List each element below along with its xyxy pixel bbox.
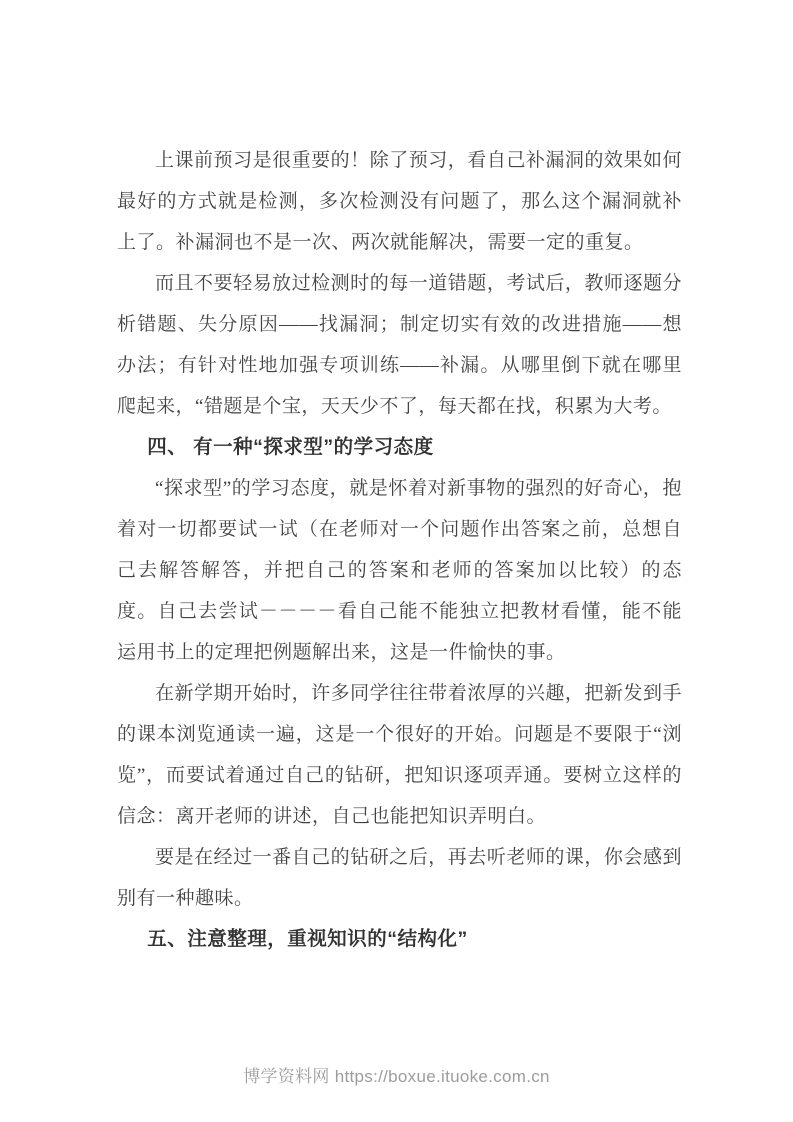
section-heading-five: 五、注意整理，重视知识的“结构化” [147, 928, 468, 950]
paragraph: 要是在经过一番自己的钻研之后，再去听老师的课，你会感到别有一种趣味。 [117, 847, 682, 909]
footer-url: https://boxue.ituoke.com.cn [334, 1067, 550, 1086]
page-footer [0, 1064, 793, 1090]
footer-site-name: 博学资料网 [243, 1067, 330, 1086]
paragraph: “探求型”的学习态度，就是怀着对新事物的强烈的好奇心，抱着对一切都要试一试（在老师对一个问题作出答案之前，总想自己去解答解答，并把自己的答案和老师的答案加以比较）的态度。自己去尝试－－－－看自己能不能独立把教材看懂，能不能运用书上的定理把例题解出来，这是一件愉快的事。 [117, 478, 682, 663]
document-body [117, 140, 682, 960]
section-heading-four: 四、 有一种“探求型”的学习态度 [147, 436, 434, 458]
paragraph: 上课前预习是很重要的！除了预习，看自己补漏洞的效果如何最好的方式就是检测，多次检测没有问题了，那么这个漏洞就补上了。补漏洞也不是一次、两次就能解决，需要一定的重复。 [117, 150, 682, 253]
paragraph: 在新学期开始时，许多同学往往带着浓厚的兴趣，把新发到手的课本浏览通读一遍，这是一个很好的开始。问题是不要限于“浏览”，而要试着通过自己的钻研，把知识逐项弄通。要树立这样的信念：离开老师的讲述，自己也能把知识弄明白。 [117, 683, 682, 827]
paragraph: 而且不要轻易放过检测时的每一道错题，考试后，教师逐题分析错题、失分原因——找漏洞；制定切实有效的改进措施——想办法；有针对性地加强专项训练——补漏。从哪里倒下就在哪里爬起来，“错题是个宝，天天少不了，每天都在找，积累为大考。 [117, 273, 682, 417]
